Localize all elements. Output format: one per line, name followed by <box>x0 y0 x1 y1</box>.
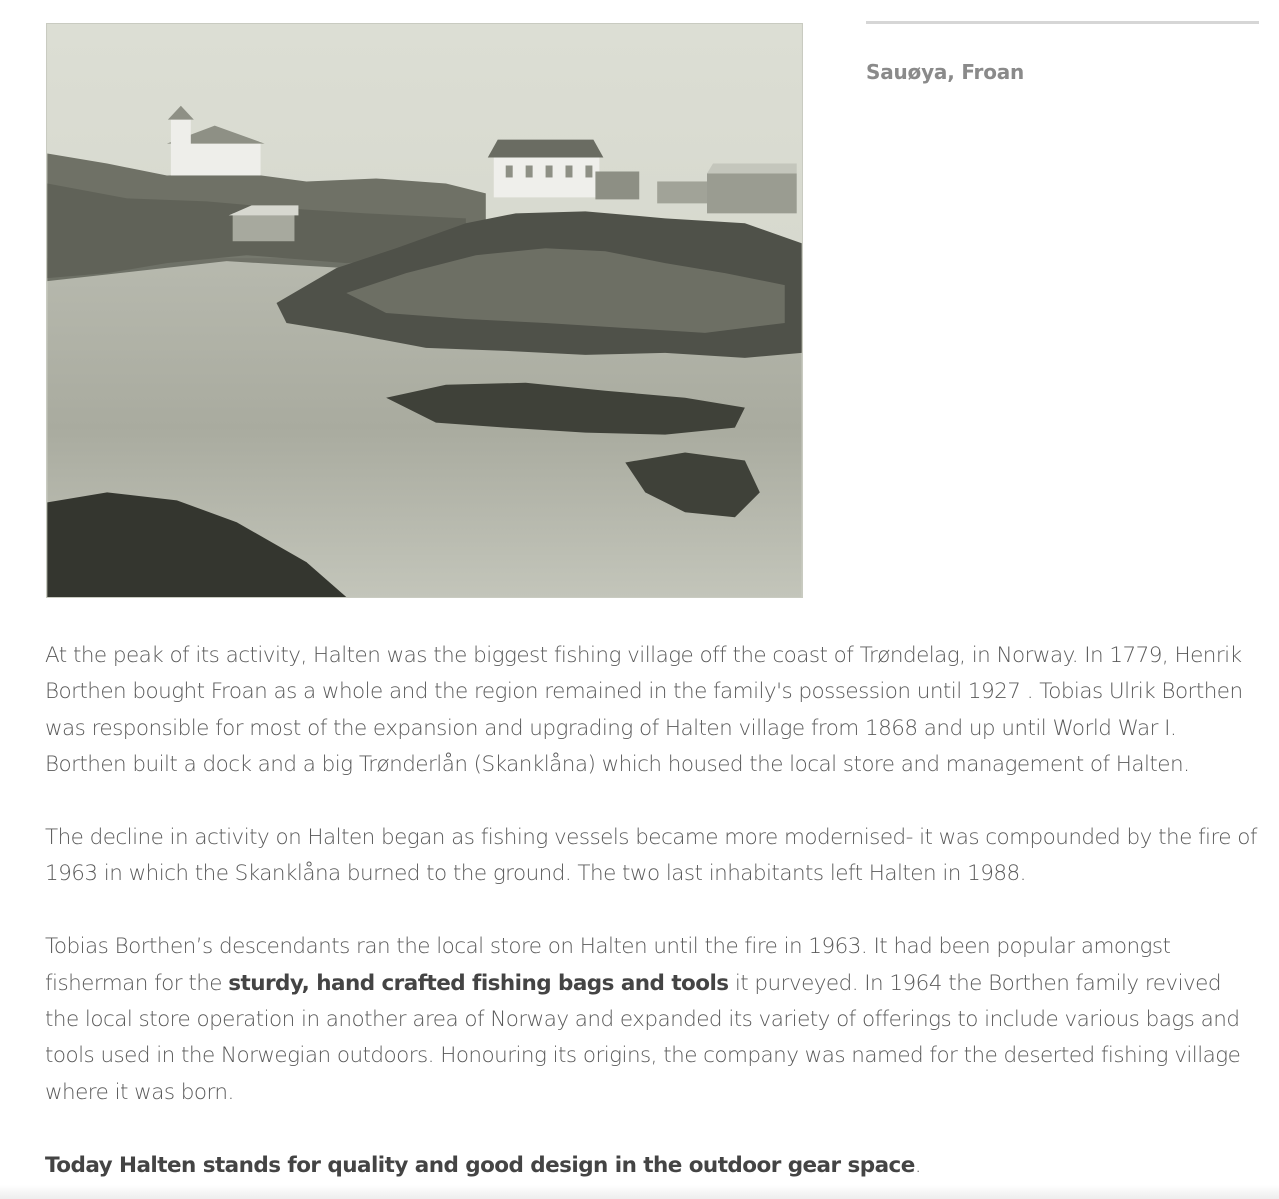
closing-statement: Today Halten stands for quality and good design in the outdoor gear space <box>45 1152 915 1178</box>
story-paragraph-3 <box>45 929 1260 1111</box>
paragraph-3-text-start: Tobias Borthen’s descendants ran the local store on Halten until the fire in 1963. It had been popular amongst fisherman for the <box>45 934 1171 996</box>
story-paragraph-4 <box>45 1148 1260 1184</box>
caption-divider <box>866 21 1259 24</box>
story-text <box>45 638 1260 1199</box>
photo-caption: Sauøya, Froan <box>866 60 1025 84</box>
historic-photo <box>46 23 803 598</box>
photo-illustration <box>47 24 802 597</box>
paragraph-3-text-end: it purveyed. In 1964 the Borthen family revived the local store operation in another area of Norway and expanded its variety of offerings to include various bags and tools used in the Norwegian outdoors. Honouring its origins, the company was named for the deserted fishing village where it was born. <box>45 970 1241 1105</box>
paragraph-3-highlight: sturdy, hand crafted fishing bags and tools <box>228 970 729 996</box>
closing-period: . <box>914 1152 922 1178</box>
page-bottom-fade <box>0 1185 1279 1199</box>
story-paragraph-1: At the peak of its activity, Halten was the biggest fishing village off the coast of Trøndelag, in Norway. In 1779, Henrik Borthen bought Froan as a whole and the region remained in the family's possession until 1927 . Tobias Ulrik Borthen was responsible for most of the expansion and upgrading of Halten village from 1868 and up until World War I. Borthen built a dock and a big Trønderlån (Skanklåna) which housed the local store and management of Halten. <box>45 643 1243 778</box>
story-paragraph-2: The decline in activity on Halten began as fishing vessels became more modernised- it was compounded by the fire of 1963 in which the Skanklåna burned to the ground. The two last inhabitants left Halten in 1988. <box>45 825 1257 887</box>
